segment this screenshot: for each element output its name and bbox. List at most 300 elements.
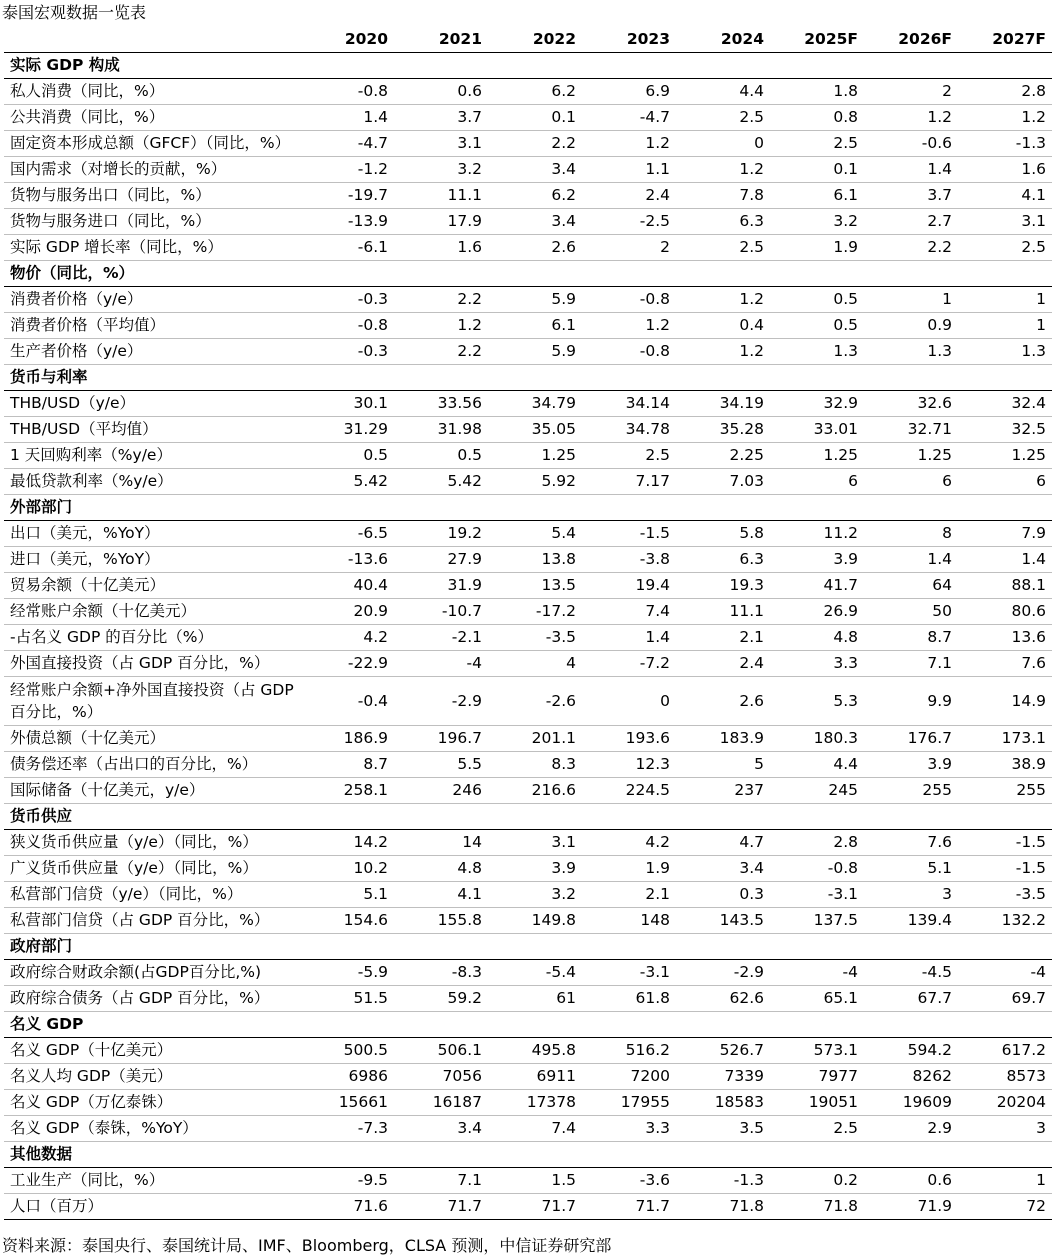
value-cell: 4.8 <box>770 625 864 651</box>
value-cell: 71.8 <box>770 1194 864 1220</box>
value-cell: 2.1 <box>676 625 770 651</box>
value-cell: 3.7 <box>864 183 958 209</box>
table-row <box>4 105 1052 131</box>
value-cell: 3.4 <box>394 1116 488 1142</box>
value-cell: 1.6 <box>958 157 1052 183</box>
value-cell: 1.3 <box>958 339 1052 365</box>
value-cell: 2.2 <box>488 131 582 157</box>
value-cell: 13.5 <box>488 573 582 599</box>
value-cell: 14.9 <box>958 677 1052 726</box>
table-row <box>4 79 1052 105</box>
value-cell: -2.9 <box>394 677 488 726</box>
value-cell: -2.6 <box>488 677 582 726</box>
row-label: 消费者价格（平均值） <box>4 313 300 339</box>
value-cell: 3.9 <box>864 752 958 778</box>
value-cell: 7977 <box>770 1064 864 1090</box>
value-cell: 143.5 <box>676 908 770 934</box>
value-cell: 139.4 <box>864 908 958 934</box>
value-cell: 4.7 <box>676 830 770 856</box>
value-cell: -13.9 <box>300 209 394 235</box>
value-cell: -4 <box>770 960 864 986</box>
value-cell: 2.6 <box>488 235 582 261</box>
value-cell: -1.3 <box>958 131 1052 157</box>
value-cell: 0.5 <box>394 443 488 469</box>
value-cell: 71.7 <box>582 1194 676 1220</box>
value-cell: 2.7 <box>864 209 958 235</box>
value-cell: 617.2 <box>958 1038 1052 1064</box>
row-label: 政府综合债务（占 GDP 百分比，%） <box>4 986 300 1012</box>
year-header: 2021 <box>394 26 488 53</box>
value-cell: -3.5 <box>488 625 582 651</box>
value-cell: 6.9 <box>582 79 676 105</box>
value-cell: 154.6 <box>300 908 394 934</box>
row-label: 货物与服务进口（同比，%） <box>4 209 300 235</box>
value-cell: 1.2 <box>582 131 676 157</box>
value-cell: -7.3 <box>300 1116 394 1142</box>
value-cell: 62.6 <box>676 986 770 1012</box>
value-cell: 1.2 <box>864 105 958 131</box>
value-cell: 2.8 <box>770 830 864 856</box>
value-cell: 1.25 <box>488 443 582 469</box>
value-cell: 3.4 <box>488 209 582 235</box>
table-row <box>4 443 1052 469</box>
value-cell: 258.1 <box>300 778 394 804</box>
value-cell: 5 <box>676 752 770 778</box>
value-cell: 1.25 <box>770 443 864 469</box>
value-cell: 5.8 <box>676 521 770 547</box>
value-cell: 33.56 <box>394 391 488 417</box>
source-note: 资料来源：泰国央行、泰国统计局、IMF、Bloomberg，CLSA 预测，中信证券研究部 <box>2 1236 612 1255</box>
table-row <box>4 752 1052 778</box>
value-cell: 3.1 <box>394 131 488 157</box>
table-row <box>4 1116 1052 1142</box>
table-row <box>4 573 1052 599</box>
section-header-row <box>4 261 1052 287</box>
value-cell: -4.7 <box>582 105 676 131</box>
value-cell: -1.5 <box>582 521 676 547</box>
value-cell: 1.2 <box>676 339 770 365</box>
value-cell: 1.2 <box>582 313 676 339</box>
value-cell: 32.71 <box>864 417 958 443</box>
value-cell: -3.5 <box>958 882 1052 908</box>
value-cell: 2.5 <box>770 131 864 157</box>
row-label: 公共消费（同比，%） <box>4 105 300 131</box>
value-cell: 1.1 <box>582 157 676 183</box>
value-cell: 3.2 <box>394 157 488 183</box>
value-cell: -10.7 <box>394 599 488 625</box>
table-caption: 泰国宏观数据一览表 <box>2 3 147 22</box>
table-row <box>4 1090 1052 1116</box>
value-cell: 1.25 <box>864 443 958 469</box>
value-cell: 19.2 <box>394 521 488 547</box>
table-row <box>4 183 1052 209</box>
value-cell: 34.14 <box>582 391 676 417</box>
value-cell: -1.5 <box>958 856 1052 882</box>
value-cell: -9.5 <box>300 1168 394 1194</box>
value-cell: -3.6 <box>582 1168 676 1194</box>
value-cell: 3 <box>864 882 958 908</box>
value-cell: 0.6 <box>864 1168 958 1194</box>
value-cell: -1.5 <box>958 830 1052 856</box>
value-cell: 245 <box>770 778 864 804</box>
value-cell: 173.1 <box>958 726 1052 752</box>
value-cell: 1.5 <box>488 1168 582 1194</box>
row-label: 贸易余额（十亿美元） <box>4 573 300 599</box>
value-cell: 4.4 <box>676 79 770 105</box>
value-cell: 1.4 <box>300 105 394 131</box>
value-cell: 1.6 <box>394 235 488 261</box>
table-row <box>4 157 1052 183</box>
value-cell: -0.3 <box>300 339 394 365</box>
value-cell: -0.6 <box>864 131 958 157</box>
value-cell: -7.2 <box>582 651 676 677</box>
value-cell: 5.42 <box>300 469 394 495</box>
value-cell: 13.6 <box>958 625 1052 651</box>
value-cell: 216.6 <box>488 778 582 804</box>
value-cell: 2.2 <box>394 287 488 313</box>
value-cell: 255 <box>958 778 1052 804</box>
value-cell: 8.7 <box>300 752 394 778</box>
section-header-row <box>4 1142 1052 1168</box>
value-cell: -0.8 <box>770 856 864 882</box>
table-row <box>4 521 1052 547</box>
value-cell: 148 <box>582 908 676 934</box>
value-cell: 0.2 <box>770 1168 864 1194</box>
value-cell: 7339 <box>676 1064 770 1090</box>
value-cell: 41.7 <box>770 573 864 599</box>
value-cell: 7.6 <box>864 830 958 856</box>
row-label: 私营部门信贷（y/e）（同比，%） <box>4 882 300 908</box>
value-cell: 72 <box>958 1194 1052 1220</box>
year-header: 2027F <box>958 26 1052 53</box>
value-cell: -5.9 <box>300 960 394 986</box>
value-cell: 5.3 <box>770 677 864 726</box>
value-cell: 0.1 <box>770 157 864 183</box>
value-cell: 594.2 <box>864 1038 958 1064</box>
value-cell: 0.5 <box>770 287 864 313</box>
table-row <box>4 625 1052 651</box>
value-cell: 32.9 <box>770 391 864 417</box>
value-cell: 2.6 <box>676 677 770 726</box>
value-cell: 1.3 <box>864 339 958 365</box>
row-label: 经常账户余额（十亿美元） <box>4 599 300 625</box>
value-cell: 1 <box>864 287 958 313</box>
value-cell: 17955 <box>582 1090 676 1116</box>
row-label: 狭义货币供应量（y/e）（同比，%） <box>4 830 300 856</box>
value-cell: 11.2 <box>770 521 864 547</box>
value-cell: -1.3 <box>676 1168 770 1194</box>
value-cell: -2.5 <box>582 209 676 235</box>
value-cell: 516.2 <box>582 1038 676 1064</box>
value-cell: 255 <box>864 778 958 804</box>
row-label: 工业生产（同比，%） <box>4 1168 300 1194</box>
value-cell: 526.7 <box>676 1038 770 1064</box>
value-cell: 3.4 <box>676 856 770 882</box>
table-row <box>4 960 1052 986</box>
value-cell: 7056 <box>394 1064 488 1090</box>
value-cell: 3.5 <box>676 1116 770 1142</box>
value-cell: 7.1 <box>864 651 958 677</box>
table-row <box>4 778 1052 804</box>
row-label: THB/USD（y/e） <box>4 391 300 417</box>
value-cell: 1 <box>958 313 1052 339</box>
table-row <box>4 1064 1052 1090</box>
value-cell: 19609 <box>864 1090 958 1116</box>
row-label: 货物与服务出口（同比，%） <box>4 183 300 209</box>
section-header-row <box>4 934 1052 960</box>
value-cell: 201.1 <box>488 726 582 752</box>
value-cell: 1 <box>958 1168 1052 1194</box>
row-label: 进口（美元，%YoY） <box>4 547 300 573</box>
value-cell: 71.6 <box>300 1194 394 1220</box>
value-cell: -19.7 <box>300 183 394 209</box>
value-cell: 18583 <box>676 1090 770 1116</box>
value-cell: 2.5 <box>676 235 770 261</box>
value-cell: 67.7 <box>864 986 958 1012</box>
value-cell: 61.8 <box>582 986 676 1012</box>
table-row <box>4 856 1052 882</box>
value-cell: 132.2 <box>958 908 1052 934</box>
row-label: 消费者价格（y/e） <box>4 287 300 313</box>
value-cell: 4.2 <box>582 830 676 856</box>
section-header-row <box>4 365 1052 391</box>
table-row <box>4 287 1052 313</box>
value-cell: -22.9 <box>300 651 394 677</box>
value-cell: 0.6 <box>394 79 488 105</box>
value-cell: 31.9 <box>394 573 488 599</box>
value-cell: 7200 <box>582 1064 676 1090</box>
row-label: THB/USD（平均值） <box>4 417 300 443</box>
value-cell: 2.8 <box>958 79 1052 105</box>
row-label: 外国直接投资（占 GDP 百分比，%） <box>4 651 300 677</box>
table-row <box>4 209 1052 235</box>
value-cell: 1.2 <box>394 313 488 339</box>
value-cell: 17378 <box>488 1090 582 1116</box>
section-title: 货币与利率 <box>4 365 1052 391</box>
value-cell: 2.2 <box>864 235 958 261</box>
value-cell: 31.29 <box>300 417 394 443</box>
value-cell: 4.8 <box>394 856 488 882</box>
value-cell: -3.1 <box>770 882 864 908</box>
value-cell: 19.3 <box>676 573 770 599</box>
table-body <box>4 53 1052 1220</box>
table-row <box>4 469 1052 495</box>
value-cell: 149.8 <box>488 908 582 934</box>
value-cell: 8262 <box>864 1064 958 1090</box>
value-cell: 6.3 <box>676 547 770 573</box>
value-cell: 7.03 <box>676 469 770 495</box>
value-cell: 6.1 <box>770 183 864 209</box>
value-cell: 5.1 <box>300 882 394 908</box>
table-row <box>4 339 1052 365</box>
row-label: 名义人均 GDP（美元） <box>4 1064 300 1090</box>
value-cell: 5.4 <box>488 521 582 547</box>
value-cell: 1.3 <box>770 339 864 365</box>
value-cell: 186.9 <box>300 726 394 752</box>
value-cell: 2.5 <box>582 443 676 469</box>
value-cell: 7.1 <box>394 1168 488 1194</box>
table-row <box>4 131 1052 157</box>
value-cell: 19.4 <box>582 573 676 599</box>
value-cell: 4.4 <box>770 752 864 778</box>
table-row <box>4 908 1052 934</box>
value-cell: 6911 <box>488 1064 582 1090</box>
section-title: 外部部门 <box>4 495 1052 521</box>
row-label: 私人消费（同比，%） <box>4 79 300 105</box>
table-row <box>4 547 1052 573</box>
table-row <box>4 1168 1052 1194</box>
value-cell: -3.1 <box>582 960 676 986</box>
row-label: 外债总额（十亿美元） <box>4 726 300 752</box>
value-cell: -6.5 <box>300 521 394 547</box>
table-row <box>4 599 1052 625</box>
row-label: 经常账户余额+净外国直接投资（占 GDP 百分比，%） <box>4 677 300 726</box>
table-row <box>4 830 1052 856</box>
year-header: 2020 <box>300 26 394 53</box>
value-cell: 5.9 <box>488 287 582 313</box>
value-cell: -4.5 <box>864 960 958 986</box>
value-cell: -0.8 <box>300 79 394 105</box>
value-cell: 17.9 <box>394 209 488 235</box>
value-cell: 50 <box>864 599 958 625</box>
year-header: 2024 <box>676 26 770 53</box>
table-row <box>4 1194 1052 1220</box>
value-cell: 176.7 <box>864 726 958 752</box>
value-cell: 35.05 <box>488 417 582 443</box>
section-header-row <box>4 1012 1052 1038</box>
table-row <box>4 986 1052 1012</box>
value-cell: 59.2 <box>394 986 488 1012</box>
value-cell: 237 <box>676 778 770 804</box>
table-row <box>4 313 1052 339</box>
value-cell: -1.2 <box>300 157 394 183</box>
value-cell: 71.8 <box>676 1194 770 1220</box>
value-cell: 0.3 <box>676 882 770 908</box>
table-row <box>4 882 1052 908</box>
table-row <box>4 677 1052 726</box>
value-cell: 3.1 <box>958 209 1052 235</box>
value-cell: 7.17 <box>582 469 676 495</box>
table-row <box>4 651 1052 677</box>
value-cell: 7.8 <box>676 183 770 209</box>
value-cell: 27.9 <box>394 547 488 573</box>
value-cell: 500.5 <box>300 1038 394 1064</box>
value-cell: 15661 <box>300 1090 394 1116</box>
value-cell: 1.9 <box>770 235 864 261</box>
value-cell: 31.98 <box>394 417 488 443</box>
year-header: 2023 <box>582 26 676 53</box>
table-row <box>4 391 1052 417</box>
value-cell: 8 <box>864 521 958 547</box>
value-cell: 11.1 <box>676 599 770 625</box>
value-cell: 0.8 <box>770 105 864 131</box>
value-cell: 495.8 <box>488 1038 582 1064</box>
value-cell: 6 <box>958 469 1052 495</box>
value-cell: 14.2 <box>300 830 394 856</box>
value-cell: 11.1 <box>394 183 488 209</box>
value-cell: 3.2 <box>488 882 582 908</box>
year-header: 2025F <box>770 26 864 53</box>
value-cell: 34.78 <box>582 417 676 443</box>
value-cell: 88.1 <box>958 573 1052 599</box>
value-cell: 34.79 <box>488 391 582 417</box>
value-cell: 2.4 <box>582 183 676 209</box>
value-cell: 3.2 <box>770 209 864 235</box>
value-cell: 6.3 <box>676 209 770 235</box>
value-cell: 16187 <box>394 1090 488 1116</box>
value-cell: 2.5 <box>770 1116 864 1142</box>
year-header: 2026F <box>864 26 958 53</box>
value-cell: 1.4 <box>582 625 676 651</box>
value-cell: 0.1 <box>488 105 582 131</box>
value-cell: 224.5 <box>582 778 676 804</box>
value-cell: -0.4 <box>300 677 394 726</box>
value-cell: 0.4 <box>676 313 770 339</box>
value-cell: 32.5 <box>958 417 1052 443</box>
value-cell: 5.42 <box>394 469 488 495</box>
value-cell: 69.7 <box>958 986 1052 1012</box>
value-cell: 19051 <box>770 1090 864 1116</box>
value-cell: -4.7 <box>300 131 394 157</box>
value-cell: -0.8 <box>582 339 676 365</box>
table-row <box>4 1038 1052 1064</box>
value-cell: 155.8 <box>394 908 488 934</box>
row-label: 出口（美元，%YoY） <box>4 521 300 547</box>
value-cell: 1.4 <box>958 547 1052 573</box>
value-cell: 8.7 <box>864 625 958 651</box>
section-title: 实际 GDP 构成 <box>4 53 1052 79</box>
value-cell: 183.9 <box>676 726 770 752</box>
value-cell: 71.7 <box>488 1194 582 1220</box>
section-header-row <box>4 495 1052 521</box>
value-cell: 1.2 <box>676 287 770 313</box>
value-cell: -6.1 <box>300 235 394 261</box>
value-cell: 3 <box>958 1116 1052 1142</box>
value-cell: 4.1 <box>958 183 1052 209</box>
value-cell: 35.28 <box>676 417 770 443</box>
value-cell: 40.4 <box>300 573 394 599</box>
value-cell: 65.1 <box>770 986 864 1012</box>
row-label: 名义 GDP（万亿泰铢） <box>4 1090 300 1116</box>
value-cell: 1.9 <box>582 856 676 882</box>
value-cell: -2.1 <box>394 625 488 651</box>
value-cell: 193.6 <box>582 726 676 752</box>
value-cell: 3.4 <box>488 157 582 183</box>
section-header-row <box>4 53 1052 79</box>
value-cell: 0 <box>676 131 770 157</box>
value-cell: 20.9 <box>300 599 394 625</box>
value-cell: 573.1 <box>770 1038 864 1064</box>
row-label: 国内需求（对增长的贡献，%） <box>4 157 300 183</box>
value-cell: 0.5 <box>770 313 864 339</box>
value-cell: 8.3 <box>488 752 582 778</box>
value-cell: 1 <box>958 287 1052 313</box>
row-label: 生产者价格（y/e） <box>4 339 300 365</box>
value-cell: 9.9 <box>864 677 958 726</box>
value-cell: -4 <box>394 651 488 677</box>
value-cell: -5.4 <box>488 960 582 986</box>
value-cell: 6 <box>770 469 864 495</box>
value-cell: 6.2 <box>488 79 582 105</box>
value-cell: 61 <box>488 986 582 1012</box>
value-cell: 6 <box>864 469 958 495</box>
value-cell: 2.25 <box>676 443 770 469</box>
value-cell: 1.8 <box>770 79 864 105</box>
value-cell: 20204 <box>958 1090 1052 1116</box>
value-cell: 1.2 <box>958 105 1052 131</box>
table-row <box>4 235 1052 261</box>
value-cell: 26.9 <box>770 599 864 625</box>
